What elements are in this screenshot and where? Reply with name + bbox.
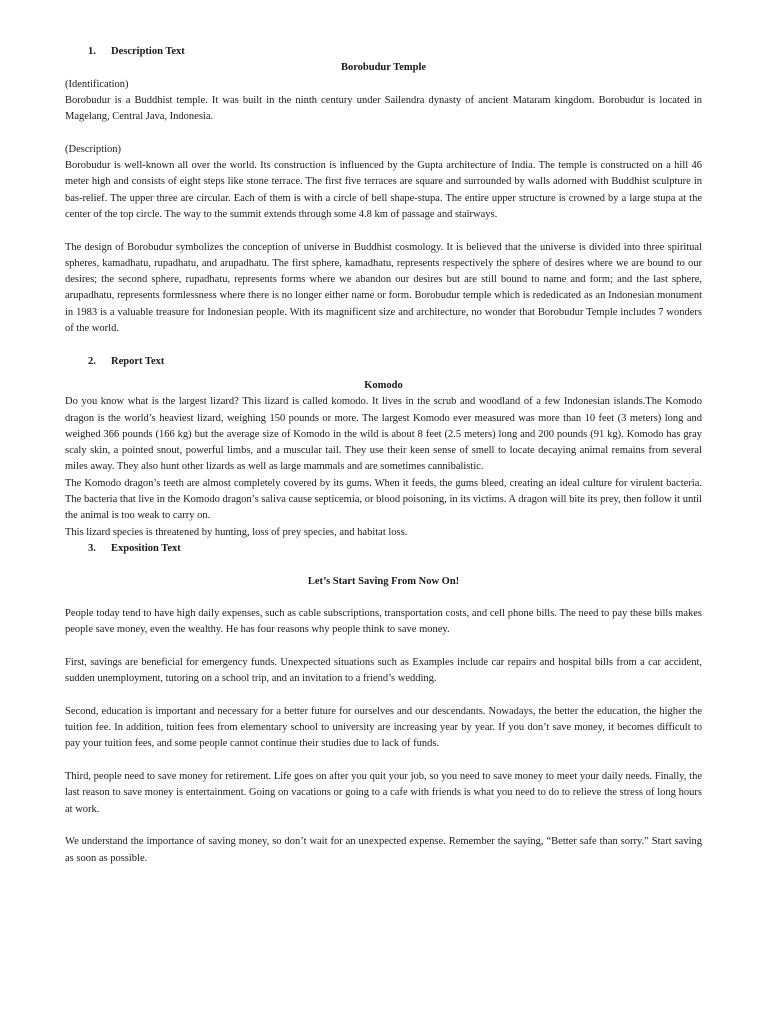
document-page [65, 44, 702, 867]
identification-label: (Identification) [65, 78, 129, 90]
description-paragraph-1: Borobudur is well-known all over the world. Its construction is influenced by the Gupta architecture of India. The temple is constructed on a hill 46 meter high and consists of eight steps like stone terrace. The first five terraces are square and surrounded by walls adorned with Buddhist sculpture in bas-relief. The upper three are circular. Each of them is with a circle of bell shape-stupa. The entire upper structure is crowned by a large stupa at the center of the top circle. The way to the summit extends through some 4.8 km of passage and stairways. [65, 160, 702, 220]
exposition-paragraph-5: We understand the importance of saving money, so don’t wait for an unexpected expense. Remember the saying, “Better safe than sorry.” Start saving as soon as possible. [65, 836, 702, 864]
description-paragraph-2: The design of Borobudur symbolizes the conception of universe in Buddhist cosmology. It is believed that the universe is divided into three spiritual spheres, kamadhatu, rupadhatu, and arupadhatu. The first sphere, kamadhatu, represents respectively the sphere of desires where we are bound to our desires; the second sphere, rupadhatu, represents forms where we abandon our desires but are still bound to name and form; and the last sphere, arupadhatu, represents formlessness where there is no longer either name or form. Borobudur temple which is rededicated as an Indonesian monument in 1983 is a valuable treasure for Indonesian people. With its magnificent size and architecture, no wonder that Borobudur Temple includes 7 wonders of the world. [65, 241, 702, 335]
report-paragraph-3: This lizard species is threatened by hunting, loss of prey species, and habitat loss. [65, 526, 408, 538]
section-heading-label: Report Text [111, 355, 165, 367]
section-number: 2. [88, 355, 96, 367]
identification-paragraph: Borobudur is a Buddhist temple. It was built in the ninth century under Sailendra dynasty of ancient Mataram kingdom. Borobudur is located in Magelang, Central Java, Indonesia. [65, 94, 702, 123]
section-heading-label: Exposition Text [111, 542, 181, 554]
description-label: (Description) [65, 143, 121, 155]
document-title-borobudur: Borobudur Temple [340, 62, 427, 74]
exposition-paragraph-4: Third, people need to save money for retirement. Life goes on after you quit your job, so you need to save money to meet your daily needs. Finally, the last reason to save money is entertainment. Going on vacations or going to a cafe with friends is what you need to do to relieve the stress of long hours at work. [65, 771, 702, 815]
section-heading-description-text [65, 44, 702, 60]
section-number: 1. [88, 46, 96, 57]
report-paragraph-1: Do you know what is the largest lizard? This lizard is called komodo. It lives in the scrub and woodland of a few Indonesian islands.The Komodo dragon is the world’s heaviest lizard, weighing 150 pounds or more. The largest Komodo ever measured was more than 10 feet (3 meters) long and weighed 366 pounds (166 kg) but the average size of Komodo in the wild is about 8 feet (2.5 meters) long and 200 pounds (91 kg). Komodo has gray scaly skin, a pointed snout, powerful limbs, and a muscular tail. They use their keen sense of smell to locate decaying animal remains from several miles away. They also hunt other lizards as well as large mammals and are sometimes cannibalistic. [65, 396, 702, 473]
document-title-komodo: Komodo [364, 379, 403, 391]
section-heading-exposition-text [65, 541, 702, 557]
section-heading-label: Description Text [111, 46, 185, 57]
document-title-saving: Let’s Start Saving From Now On! [307, 575, 460, 587]
exposition-paragraph-1: People today tend to have high daily expenses, such as cable subscriptions, transportation costs, and cell phone bills. The need to pay these bills makes people save money, even the wealthy. He has four reasons why people think to save money. [65, 608, 702, 636]
exposition-paragraph-2: First, savings are beneficial for emergency funds. Unexpected situations such as Examples include car repairs and hospital bills from a car accident, sudden unemployment, tutoring on a school trip, and an invitation to a friend’s wedding. [65, 656, 702, 685]
exposition-paragraph-3: Second, education is important and necessary for a better future for ourselves and our descendants. Nowadays, the better the education, the higher the tuition fee. In addition, tuition fees from elementary school to university are increasing year by year. If you don’t save money, it becomes difficult to pay your tuition fees, and some people cannot continue their studies due to lack of funds. [65, 705, 702, 750]
section-number: 3. [88, 542, 96, 554]
section-heading-report-text [65, 354, 702, 370]
report-paragraph-2: The Komodo dragon’s teeth are almost completely covered by its gums. When it feeds, the gums bleed, creating an ideal culture for virulent bacteria. The bacteria that live in the Komodo dragon’s saliva cause septicemia, or blood poisoning, in its victims. A dragon will bite its prey, then follow it until the animal is too weak to carry on. [65, 477, 702, 522]
